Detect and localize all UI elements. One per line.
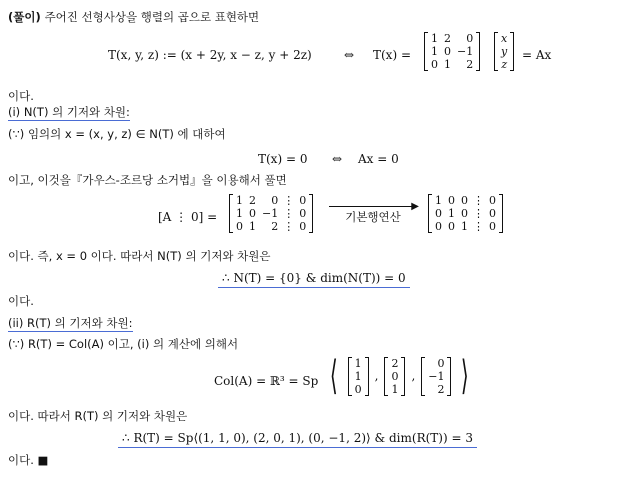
vector-xyz-row xyxy=(498,45,510,58)
aug-left-cell: ⋮ xyxy=(283,194,295,207)
matrix-A-cell: 1 xyxy=(444,58,451,71)
aug-right-cell: 0 xyxy=(489,220,496,233)
span-vector-3-row xyxy=(425,383,447,396)
augmented-matrix-left xyxy=(229,194,313,233)
aug-left-cell: −1 xyxy=(262,207,279,220)
aug-left-row xyxy=(233,220,309,233)
span-vector-2-cell: 0 xyxy=(391,369,399,383)
aug-left-row xyxy=(233,207,309,220)
part-i-because: (∵) 임의의 x = (x, y, z) ∈ N(T) 에 대하여 xyxy=(8,127,226,141)
span-vector-1-cell: 0 xyxy=(354,382,362,396)
augmented-label: [A ⋮ 0] = xyxy=(158,210,218,224)
aug-right-cell: 0 xyxy=(435,207,442,220)
aug-left-cell: 0 xyxy=(299,207,307,220)
matrix-A-cell: −1 xyxy=(457,45,474,58)
span-vector-3-cell: −1 xyxy=(428,369,445,383)
aug-left-cell: 1 xyxy=(236,194,243,207)
intro-text: 주어진 선형사상을 행렬의 곱으로 표현하면 xyxy=(44,10,260,24)
aug-left-row xyxy=(233,194,309,207)
aug-right-cell: 1 xyxy=(461,220,468,233)
aug-left-cell: 0 xyxy=(271,194,279,207)
part-i-title xyxy=(8,104,130,120)
part-ii-result: ∴ R(T) = Sp⟨(1, 1, 0), (2, 0, 1), (0, −1, 2)⟩ & dim(R(T)) = 3 xyxy=(118,430,477,448)
span-vector-1-row xyxy=(352,383,365,396)
part-i-conclusion: 이다. 즉, x = 0 이다. 따라서 N(T) 의 기저와 차원은 xyxy=(8,249,271,263)
aug-right-row xyxy=(432,194,499,207)
span-vector-1-cell: 1 xyxy=(354,369,362,383)
span-vector-1-row xyxy=(352,370,365,383)
aug-left-cell: ⋮ xyxy=(283,220,295,233)
aug-left-cell: 0 xyxy=(299,220,307,233)
part-i-title-text: (i) N(T) 의 기저와 차원: xyxy=(8,105,130,119)
iff-symbol-2: ⇔ xyxy=(332,152,343,166)
span-vector-3-row xyxy=(425,357,447,370)
part-ii-title-text: (ii) R(T) 의 기저와 차원: xyxy=(8,316,133,330)
aug-right-cell: 1 xyxy=(435,194,442,207)
end-line: 이다. ■ xyxy=(8,453,49,467)
aug-left-cell: 2 xyxy=(271,220,279,233)
matrix-A-cell: 0 xyxy=(444,45,451,58)
part-ii-because: (∵) R(T) = Col(A) 이고, (i) 의 계산에 의해서 xyxy=(8,337,239,351)
iff-symbol-1: ⇔ xyxy=(344,48,355,62)
tx-equals-zero: T(x) = 0 xyxy=(258,152,308,166)
solution-header xyxy=(8,9,259,25)
aug-left-cell: 1 xyxy=(236,207,243,220)
aug-left-cell: 0 xyxy=(236,220,243,233)
vector-xyz-cell: z xyxy=(501,58,508,71)
span-vector-2-cell: 1 xyxy=(391,382,399,396)
part-ii-title xyxy=(8,315,133,331)
part-ii-conclusion: 이다. 따라서 R(T) 의 기저와 차원은 xyxy=(8,409,188,423)
ida-line-2: 이다. xyxy=(8,294,34,308)
aug-right-cell: 1 xyxy=(448,207,455,220)
tx-label: T(x) = xyxy=(373,48,412,62)
vector-xyz-cell: y xyxy=(501,45,508,58)
span-vector-3-cell: 0 xyxy=(437,356,445,370)
ida-line-1: 이다. xyxy=(8,89,34,103)
vector-xyz-row xyxy=(498,58,510,71)
left-angle: ⟨ xyxy=(329,353,338,399)
aug-left-cell: ⋮ xyxy=(283,207,295,220)
right-angle: ⟩ xyxy=(461,353,470,399)
augmented-matrix-right xyxy=(428,194,503,233)
linear-map-definition: T(x, y, z) := (x + 2y, x − z, y + 2z) xyxy=(108,48,312,62)
aug-left-cell: 0 xyxy=(299,194,307,207)
aug-right-cell: 0 xyxy=(461,207,468,220)
matrix-A-cell: 2 xyxy=(466,58,474,71)
solution-label: (풀이) xyxy=(8,10,41,24)
part-i-result: ∴ N(T) = {0} & dim(N(T)) = 0 xyxy=(218,270,410,288)
aug-left-cell: 1 xyxy=(249,220,256,233)
span-vector-2-cell: 2 xyxy=(391,356,399,370)
matrix-A-cell: 2 xyxy=(444,32,451,45)
aug-right-row xyxy=(432,207,499,220)
matrix-A xyxy=(424,32,480,71)
aug-left-cell: 2 xyxy=(249,194,256,207)
vector-xyz-cell: x xyxy=(501,32,508,45)
aug-right-cell: 0 xyxy=(448,194,455,207)
col-space-label: Col(A) = ℝ³ = Sp xyxy=(214,374,319,388)
matrix-A-cell: 1 xyxy=(431,32,438,45)
matrix-A-row xyxy=(428,45,476,58)
span-vector-3-row xyxy=(425,370,447,383)
ax-equals-zero: Ax = 0 xyxy=(358,152,399,166)
span-vector-2-row xyxy=(388,370,401,383)
span-vector-2-row xyxy=(388,383,401,396)
matrix-A-cell: 0 xyxy=(466,32,474,45)
aug-right-cell: 0 xyxy=(461,194,468,207)
vector-xyz xyxy=(494,32,514,71)
aug-right-cell: 0 xyxy=(448,220,455,233)
row-operation-label: 기본행연산 xyxy=(345,210,401,224)
aug-right-cell: 0 xyxy=(489,207,496,220)
aug-right-cell: 0 xyxy=(489,194,496,207)
aug-right-cell: 0 xyxy=(435,220,442,233)
ax-result: = Ax xyxy=(522,48,552,62)
matrix-A-row xyxy=(428,32,476,45)
span-vector-1-cell: 1 xyxy=(354,356,362,370)
aug-right-row xyxy=(432,220,499,233)
span-vector-1-row xyxy=(352,357,365,370)
aug-left-cell: 0 xyxy=(249,207,256,220)
vector-xyz-row xyxy=(498,32,510,45)
span-vector-2-row xyxy=(388,357,401,370)
matrix-A-row xyxy=(428,58,476,71)
aug-right-cell: ⋮ xyxy=(473,220,484,233)
span-vector-3-cell: 2 xyxy=(437,382,445,396)
matrix-A-cell: 0 xyxy=(431,58,438,71)
aug-right-cell: ⋮ xyxy=(473,207,484,220)
gauss-jordan-text: 이고, 이것을『가우스-조르당 소거법』을 이용해서 풀면 xyxy=(8,173,287,187)
matrix-A-cell: 1 xyxy=(431,45,438,58)
aug-right-cell: ⋮ xyxy=(473,194,484,207)
span-vectors: ⟨ 1 1 0 , 2 0 1 , 0 −1 2 ⟩ xyxy=(329,353,470,399)
